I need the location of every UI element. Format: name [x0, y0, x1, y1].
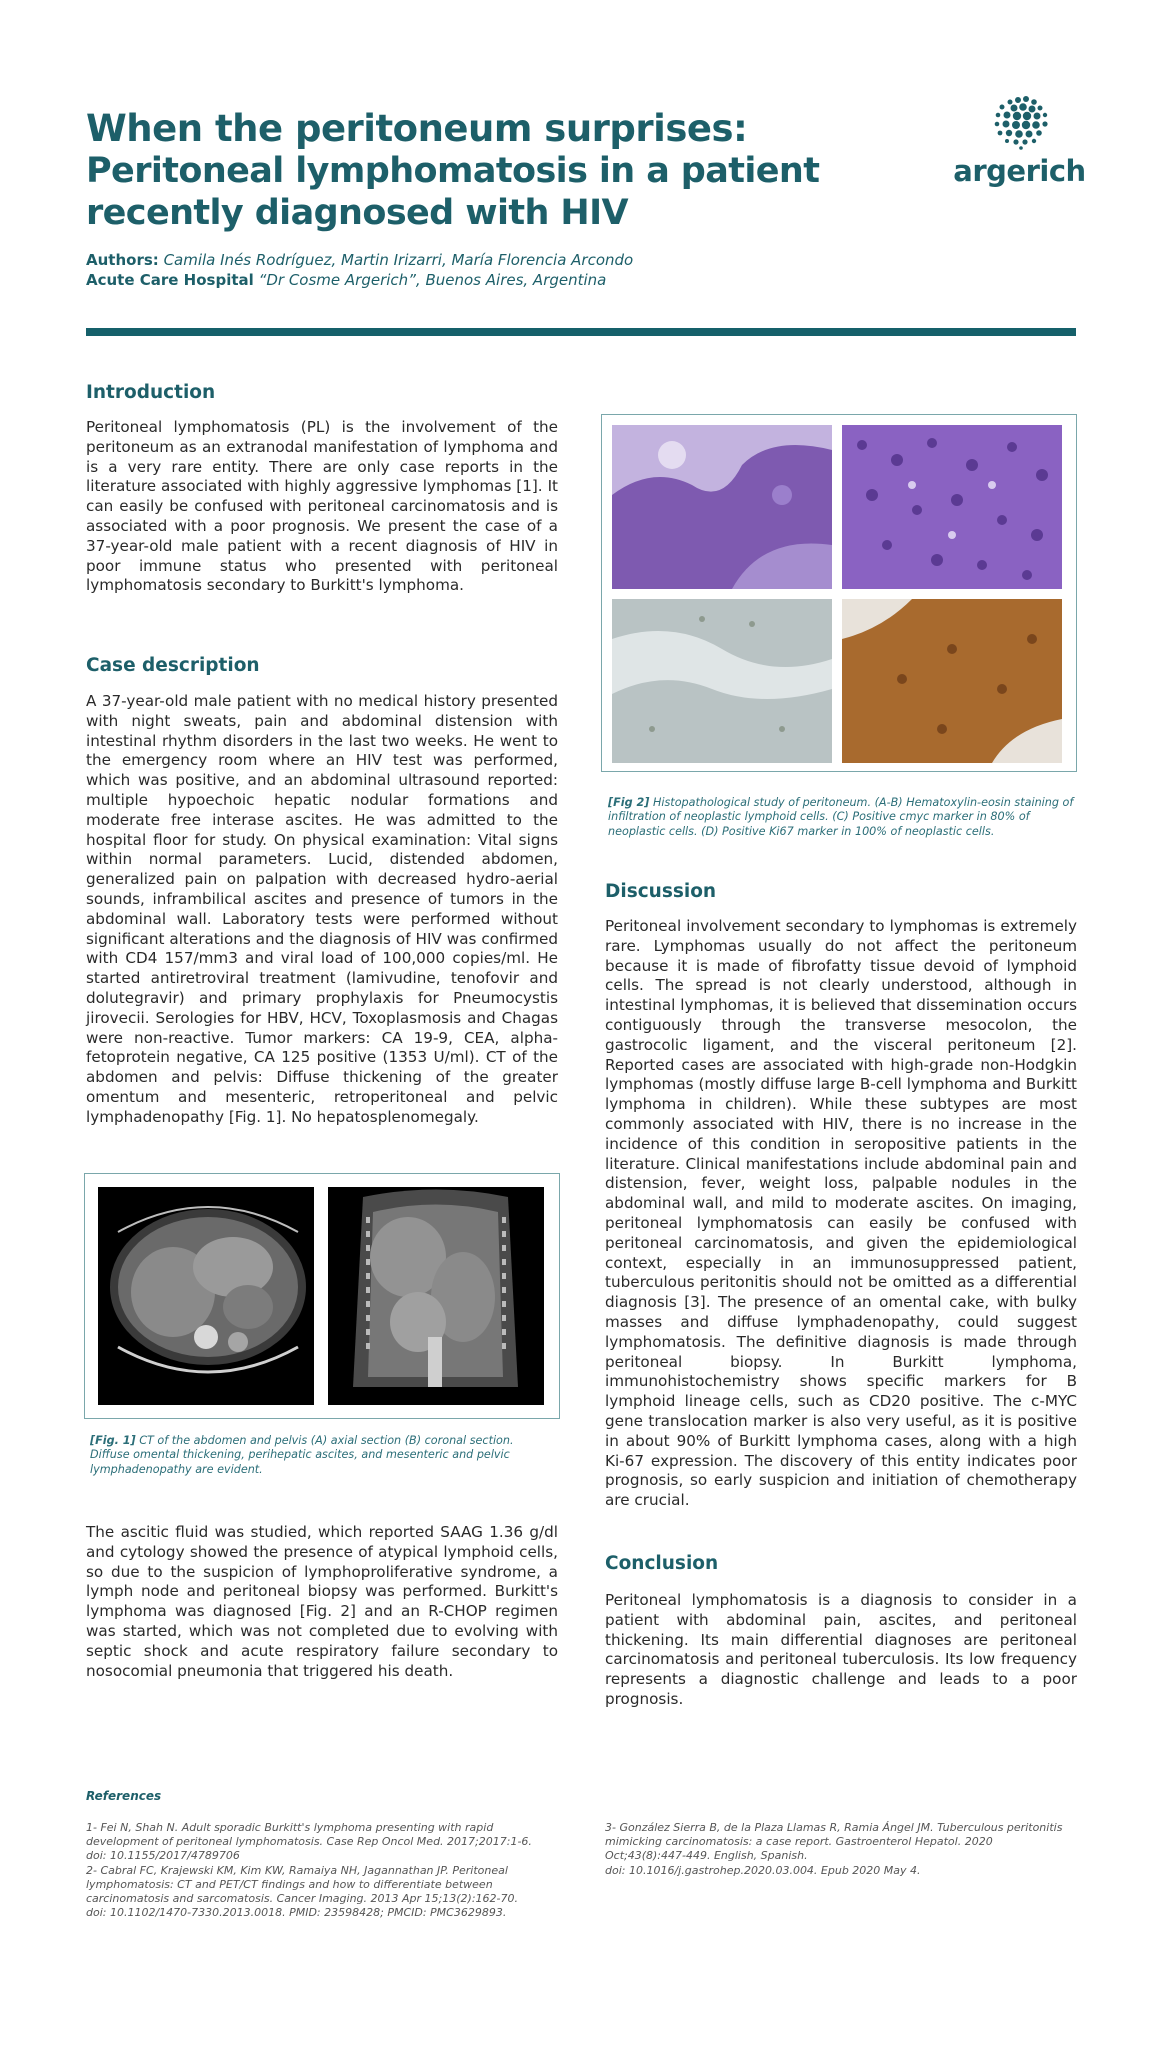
- histology-ki67-image: [842, 599, 1062, 763]
- hospital-label: Acute Care Hospital: [86, 271, 254, 289]
- poster-title: [86, 108, 906, 234]
- case-text-continued: The ascitic fluid was studied, which reported SAAG 1.36 g/dl and cytology showed the presence of atypical lymphoid cells, so due to the suspicion of lymphoproliferative syndrome, a lymph node and peritoneal biopsy was performed. Burkitt's lymphoma was diagnosed [Fig. 2] and an R-CHOP regimen was started, which was not completed due to evolving with septic shock and acute respiratory failure secondary to nosocomial pneumonia that triggered his death.: [86, 1523, 558, 1680]
- introduction-heading: Introduction: [86, 382, 216, 403]
- figure-2-label: [Fig 2]: [608, 796, 650, 809]
- discussion-text: Peritoneal involvement secondary to lymphomas is extremely rare. Lymphomas usually do not affect the peritoneum because it is made of fibrofatty tissue devoid of lymphoid cells. The spread is not clearly understood, although in intestinal lymphomas, it is believed that dissemination occurs contiguously through the transverse mesocolon, the gastrocolic ligament, and the visceral peritoneum [2]. Reported cases are associated with high-grade non-Hodgkin lymphomas (mostly diffuse large B-cell lymphoma and Burkitt lymphoma in children). While these subtypes are most commonly associated with HIV, there is no increase in the incidence of this condition in seropositive patients in the literature. Clinical manifestations include abdominal pain and distension, fever, weight loss, palpable nodules in the abdominal wall, and mild to moderate ascites. On imaging, peritoneal lymphomatosis can easily be confused with peritoneal carcinomatosis, and given the epidemiological context, especially in an immunosuppressed patient, tuberculous peritonitis should not be omitted as a differential diagnosis [3]. The presence of an omental cake, with bulky masses and diffuse lymphadenopathy, could suggest lymphomatosis. The definitive diagnosis is made through peritoneal biopsy. In Burkitt lymphoma, immunohistochemistry shows specific markers for B lymphoid lineage cells, such as CD20 positive. The c-MYC gene translocation marker is also very useful, as it is positive in about 90% of Burkitt lymphoma cases, along with a high Ki-67 expression. The discovery of this entity indicates poor prognosis, so early suspicion and initiation of chemotherapy are crucial.: [605, 917, 1077, 1510]
- references-left: [86, 1821, 568, 1920]
- histology-he-low-image: [612, 425, 832, 589]
- case-heading: Case description: [86, 655, 260, 676]
- conclusion-text: Peritoneal lymphomatosis is a diagnosis to consider in a patient with abdominal pain, ascites, and peritoneal thickening. Its main differential diagnoses are peritoneal carcinomatosis and peritoneal tuberculosis. Its low frequency represents a diagnostic challenge and leads to a poor prognosis.: [605, 1591, 1077, 1708]
- histology-he-high-image: [842, 425, 1062, 589]
- reference-2: 2- Cabral FC, Krajewski KM, Kim KW, Ramaiya NH, Jagannathan JP. Peritoneal lymphomatosis: CT and PET/CT findings and how to differentiate between carcinomatosis and sarcomatosis. Cancer Imaging. 2013 Apr 15;13(2):162-70.: [86, 1863, 518, 1906]
- hospital-line: [86, 270, 633, 290]
- introduction-text: Peritoneal lymphomatosis (PL) is the involvement of the peritoneum as an extranodal manifestation of lymphoma and is a very rare entity. There are only case reports in the literature associated with highly aggressive lymphomas [1]. It can easily be confused with peritoneal carcinomatosis and is associated with a poor prognosis. We present the case of a 37-year-old male patient with a recent diagnosis of HIV in poor immune status who presented with peritoneal lymphomatosis secondary to Burkitt's lymphoma.: [86, 418, 558, 595]
- case-text: A 37-year-old male patient with no medical history presented with night sweats, pain and abdominal distension with intestinal rhythm disorders in the last two weeks. He went to the emergency room where an HIV test was performed, which was positive, and an abdominal ultrasound reported: multiple hypoechoic hepatic nodular formations and moderate free interase ascites. He was admitted to the hospital floor for study. On physical examination: Vital signs within normal parameters. Lucid, distended abdomen, generalized pain on palpation with decreased hydro-aerial sounds, inframbilical ascites and presence of tumors in the abdominal wall. Laboratory tests were performed without significant alterations and the diagnosis of HIV was confirmed with CD4 157/mm3 and viral load of 100,000 copies/ml. He started antiretroviral treatment (lamivudine, tenofovir and dolutegravir) and primary prophylaxis for Pneumocystis jirovecii. Serologies for HBV, HCV, Toxoplasmosis and Chagas were non-reactive. Tumor markers: CA 19-9, CEA, alpha-fetoprotein negative, CA 125 positive (1353 U/ml). CT of the abdomen and pelvis: Diffuse thickening of the greater omentum and mesenteric, retroperitoneal and pelvic lymphadenopathy [Fig. 1]. No hepatosplenomegaly.: [86, 692, 558, 1126]
- authors-block: [86, 250, 633, 290]
- authors-label: Authors:: [86, 251, 159, 269]
- ct-axial-image: [98, 1187, 314, 1405]
- discussion-heading: Discussion: [605, 881, 717, 902]
- authors-names: Camila Inés Rodríguez, Martin Irizarri, María Florencia Arcondo: [163, 251, 634, 269]
- figure-2-caption: [608, 796, 1078, 839]
- reference-3-doi: doi: 10.1016/j.gastrohep.2020.03.004. Epub 2020 May 4.: [605, 1863, 921, 1877]
- reference-1-doi: doi: 10.1155/2017/4789706: [86, 1849, 240, 1863]
- reference-3: 3- González Sierra B, de la Plaza Llamas R, Ramia Ángel JM. Tuberculous peritonitis mimicking carcinomatosis: a case report. Gastroenterol Hepatol. 2020 Oct;43(8):447-449. English, Spanish.: [605, 1821, 1063, 1863]
- figure-1-caption: [90, 1434, 552, 1477]
- conclusion-heading: Conclusion: [605, 1553, 719, 1574]
- title-line-1: When the peritoneum surprises:: [86, 107, 748, 150]
- figure-1-frame: [84, 1173, 560, 1419]
- references-right: [605, 1821, 1077, 1878]
- figure-2-caption-text: Histopathological study of peritoneum. (A-B) Hematoxylin-eosin staining of infiltration of neoplastic lymphoid cells. (C) Positive cmyc marker in 80% of neoplastic cells. (D) Positive Ki67 marker in 100% of neoplastic cells.: [608, 796, 1074, 838]
- figure-2-frame: [601, 414, 1077, 772]
- header-divider: [86, 328, 1076, 336]
- authors-line: [86, 250, 633, 270]
- ct-coronal-image: [328, 1187, 544, 1405]
- reference-2-doi: doi: 10.1102/1470-7330.2013.0018. PMID: 23598428; PMCID: PMC3629893.: [86, 1906, 507, 1920]
- title-line-2: Peritoneal lymphomatosis in a patient recently diagnosed with HIV: [86, 151, 820, 233]
- hospital-name: “Dr Cosme Argerich”, Buenos Aires, Argentina: [258, 271, 607, 289]
- figure-1-label: [Fig. 1]: [90, 1434, 136, 1447]
- references-heading: References: [86, 1789, 162, 1803]
- figure-1-caption-text: CT of the abdomen and pelvis (A) axial section (B) coronal section. Diffuse omental thickening, perihepatic ascites, and mesenteric and pelvic lymphadenopathy are evident.: [90, 1434, 514, 1476]
- histology-cmyc-image: [612, 599, 832, 763]
- reference-1: 1- Fei N, Shah N. Adult sporadic Burkitt's lymphoma presenting with rapid development of peritoneal lymphomatosis. Case Rep Oncol Med. 2017;2017:1-6.: [86, 1821, 532, 1849]
- logo-text: argerich: [953, 154, 1086, 188]
